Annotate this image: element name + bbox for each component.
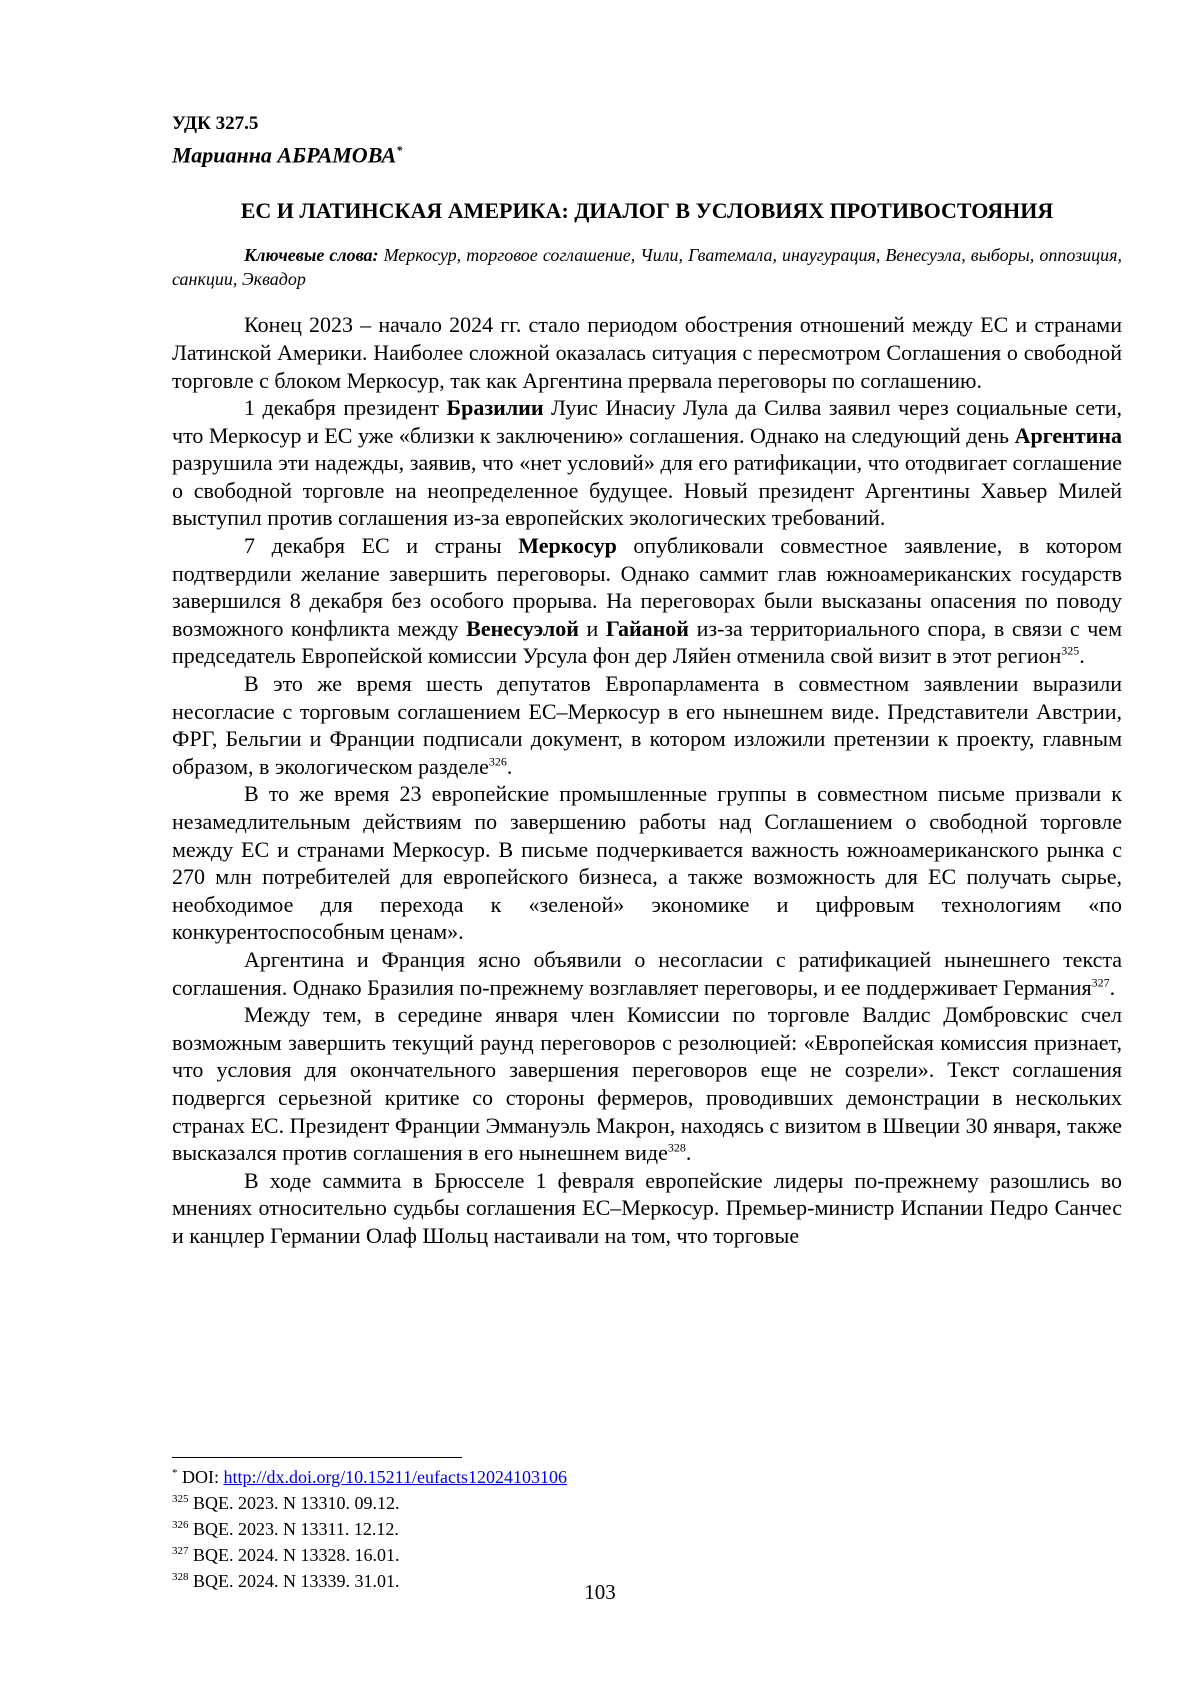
- text-run: 7 декабря ЕС и страны: [244, 533, 519, 559]
- footnote-ref-325[interactable]: 325: [1061, 644, 1080, 659]
- footnote-doi: [172, 1462, 567, 1488]
- bold-country: Гайаной: [605, 615, 689, 641]
- footnote-divider: [172, 1457, 462, 1458]
- paragraph-4: [172, 670, 1122, 780]
- footnote-325: [172, 1488, 567, 1514]
- bold-country: Венесуэлой: [466, 615, 579, 641]
- paragraph-7: [172, 1001, 1122, 1167]
- doi-link[interactable]: http://dx.doi.org/10.15211/eufacts12024103106: [223, 1467, 567, 1487]
- text-run: опубликовали совместное заявление, в котором подтвердили желание завершить переговоры. Однако саммит глав южноамериканских государств завершился 8 декабря без особого прорыва. На переговорах были высказаны опасения по поводу возможного конфликта между: [172, 533, 1122, 641]
- footnote-mark: 327: [172, 1545, 189, 1557]
- footnote-text: BQE. 2024. N 13328. 16.01.: [188, 1545, 400, 1565]
- footnote-ref-328[interactable]: 328: [667, 1140, 686, 1155]
- text-run: .: [1079, 643, 1085, 669]
- paragraph-2: [172, 394, 1122, 532]
- text-run: В это же время шесть депутатов Европарламента в совместном заявлении выразили несогласие с торговым соглашением ЕС–Меркосур в его нынешнем виде. Представители Австрии, ФРГ, Бельгии и Франции подписали документ, в котором изложили претензии к проекту, главным образом, в экологическом разделе: [172, 671, 1122, 779]
- paragraph-1: Конец 2023 – начало 2024 гг. стало периодом обострения отношений между ЕС и странами Латинской Америки. Наиболее сложной оказалась ситуация с пересмотром Соглашения о свободной торговле с блоком Меркосур, так как Аргентина прервала переговоры по соглашению.: [172, 312, 1122, 393]
- paragraph-5: В то же время 23 европейские промышленные группы в совместном письме призвали к незамедлительным действиям по завершению работы над Соглашением о свободной торговле между ЕС и странами Меркосур. В письме подчеркивается важность южноамериканского рынка с 270 млн потребителей для европейского бизнеса, а также возможность для ЕС получать сырье, необходимое для перехода к «зеленой» экономике и цифровым технологиям «по конкурентоспособным ценам».: [172, 781, 1122, 945]
- keywords: [172, 243, 1122, 291]
- bold-country: Бразилии: [446, 395, 544, 421]
- text-run: Аргентина и Франция ясно объявили о несогласии с ратификацией нынешнего текста соглашения. Однако Бразилия по-прежнему возглавляет переговоры, и ее поддерживает Германия: [172, 946, 1122, 1000]
- text-run: Луис Инасиу Лула да Силва заявил через социальные сети, что Меркосур и ЕС уже «близки к заключению» соглашения. Однако на следующий день: [172, 395, 1122, 448]
- footnote-ref-327[interactable]: 327: [1091, 975, 1110, 990]
- footnotes: [172, 1462, 567, 1592]
- footnote-text: BQE. 2023. N 13310. 09.12.: [188, 1493, 400, 1513]
- paragraph-6: [172, 946, 1122, 1001]
- footnote-ref-326[interactable]: 326: [488, 754, 507, 769]
- footnote-mark: 326: [172, 1519, 189, 1531]
- text-run: 1 декабря президент: [244, 395, 447, 421]
- footnote-text: BQE. 2023. N 13311. 12.12.: [188, 1519, 399, 1539]
- page-number: 103: [584, 1580, 616, 1604]
- text-run: разрушила эти надежды, заявив, что «нет условий» для его ратификации, что отодвигает соглашение о свободной торговле на неопределенное будущее. Новый президент Аргентины Хавьер Милей выступил против соглашения из-за европейских экологических требований.: [172, 450, 1122, 531]
- keywords-list: Меркосур, торговое соглашение, Чили, Гватемала, инаугурация, Венесуэла, выборы, оппозиция, санкции, Эквадор: [172, 245, 1122, 290]
- article-title: ЕС И ЛАТИНСКАЯ АМЕРИКА: ДИАЛОГ В УСЛОВИЯХ ПРОТИВОСТОЯНИЯ: [240, 198, 1054, 224]
- author-line: [172, 136, 1122, 169]
- footnote-mark: *: [172, 1467, 178, 1479]
- paragraph-3: [172, 532, 1122, 670]
- footnote-326: [172, 1514, 567, 1540]
- article-page: [172, 112, 1122, 1250]
- text-run: и: [578, 615, 606, 641]
- author-footnote-mark[interactable]: *: [396, 143, 403, 157]
- paragraph-8: В ходе саммита в Брюсселе 1 февраля европейские лидеры по-прежнему разошлись во мнениях относительно судьбы соглашения ЕС–Меркосур. Премьер-министр Испании Педро Санчес и канцлер Германии Олаф Шольц настаивали на том, что торговые: [172, 1167, 1122, 1248]
- footnote-mark: 325: [172, 1493, 189, 1505]
- footnote-327: [172, 1540, 567, 1566]
- footnote-text: BQE. 2024. N 13339. 31.01.: [188, 1571, 400, 1591]
- bold-country: Меркосур: [518, 533, 617, 559]
- text-run: .: [506, 753, 513, 779]
- article-body: [172, 311, 1122, 1249]
- text-run: Между тем, в середине января член Комиссии по торговле Валдис Домбровскис счел возможным завершить текущий раунд переговоров с резолюцией: «Европейская комиссия признает, что условия для окончательного завершения переговоров еще не созрели». Текст соглашения подвергся серьезной критике со стороны фермеров, проводивших демонстрации в нескольких странах ЕС. Президент Франции Эммануэль Макрон, находясь с визитом в Швеции 30 января, также высказался против соглашения в его нынешнем виде: [172, 1002, 1122, 1166]
- text-run: из-за территориального спора, в связи с чем председатель Европейской комиссии Урсула фон дер Ляйен отменила свой визит в этот регион: [172, 615, 1122, 669]
- footnote-text: DOI:: [177, 1467, 224, 1487]
- keywords-label: Ключевые слова:: [244, 245, 379, 266]
- udk-code: УДК 327.5: [172, 113, 259, 134]
- footnote-mark: 328: [172, 1571, 189, 1583]
- text-run: .: [1109, 974, 1116, 1000]
- author-name: Марианна АБРАМОВА: [172, 142, 397, 168]
- text-run: .: [685, 1140, 692, 1166]
- bold-country: Аргентина: [1014, 422, 1122, 448]
